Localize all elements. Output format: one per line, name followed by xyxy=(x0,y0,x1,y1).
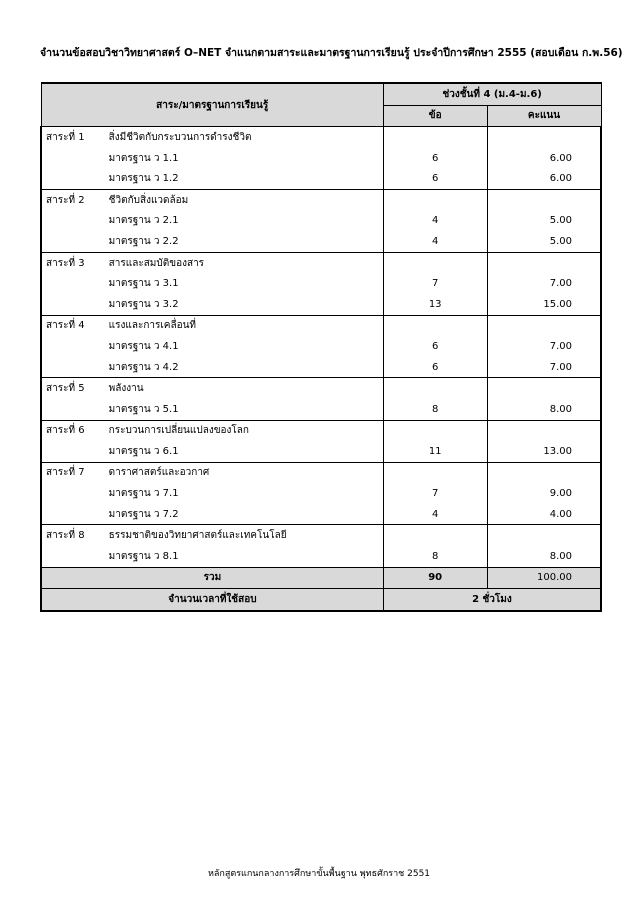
group-label: สาระที่ 8 xyxy=(41,525,105,546)
standard-indent xyxy=(41,357,105,378)
group-row xyxy=(41,525,601,546)
standard-row xyxy=(41,399,601,420)
standard-name: มาตรฐาน ว 3.2 xyxy=(108,298,179,310)
group-label: สาระที่ 4 xyxy=(41,315,105,336)
time-label: จำนวนเวลาที่ใช้สอบ xyxy=(41,589,383,611)
group-label: สาระที่ 5 xyxy=(41,378,105,399)
group-name: พลังงาน xyxy=(105,378,384,399)
standard-score: 6.00 xyxy=(487,148,601,169)
standard-indent xyxy=(41,294,105,315)
standard-items: 4 xyxy=(383,504,487,525)
group-items-empty xyxy=(383,462,487,483)
group-row xyxy=(41,252,601,273)
standard-name: มาตรฐาน ว 2.2 xyxy=(108,235,179,247)
standard-items: 8 xyxy=(383,399,487,420)
standard-score: 5.00 xyxy=(487,231,601,252)
group-score-empty xyxy=(487,462,601,483)
standard-indent xyxy=(41,148,105,169)
group-name: แรงและการเคลื่อนที่ xyxy=(105,315,384,336)
standard-items: 8 xyxy=(383,546,487,567)
standard-indent xyxy=(41,211,105,232)
group-score-empty xyxy=(487,378,601,399)
group-row xyxy=(41,378,601,399)
standard-indent xyxy=(41,168,105,189)
standard-row xyxy=(41,357,601,378)
standard-score: 7.00 xyxy=(487,273,601,294)
group-row xyxy=(41,127,601,148)
group-name: ดาราศาสตร์และอวกาศ xyxy=(105,462,384,483)
group-name: สารและสมบัติของสาร xyxy=(105,252,384,273)
standard-score: 9.00 xyxy=(487,483,601,504)
standard-score: 4.00 xyxy=(487,504,601,525)
header-main: สาระ/มาตรฐานการเรียนรู้ xyxy=(41,83,383,127)
standard-score: 5.00 xyxy=(487,211,601,232)
standard-items: 4 xyxy=(383,211,487,232)
standard-name: มาตรฐาน ว 1.1 xyxy=(108,152,179,164)
standard-score: 8.00 xyxy=(487,546,601,567)
standard-items: 6 xyxy=(383,148,487,169)
group-row xyxy=(41,420,601,441)
group-label: สาระที่ 2 xyxy=(41,189,105,210)
total-score: 100.00 xyxy=(487,567,601,589)
standard-name: มาตรฐาน ว 3.1 xyxy=(108,278,179,290)
standard-indent xyxy=(41,546,105,567)
group-items-empty xyxy=(383,420,487,441)
group-row xyxy=(41,189,601,210)
standard-indent xyxy=(41,504,105,525)
standard-row xyxy=(41,441,601,462)
group-score-empty xyxy=(487,189,601,210)
standard-score: 7.00 xyxy=(487,357,601,378)
header-level: ช่วงชั้นที่ 4 (ม.4-ม.6) xyxy=(383,83,601,105)
standard-items: 6 xyxy=(383,357,487,378)
standard-indent xyxy=(41,483,105,504)
standard-row xyxy=(41,336,601,357)
group-score-empty xyxy=(487,420,601,441)
standard-row xyxy=(41,168,601,189)
group-score-empty xyxy=(487,525,601,546)
standard-row xyxy=(41,211,601,232)
header-items: ข้อ xyxy=(383,105,487,127)
standard-score: 6.00 xyxy=(487,168,601,189)
standard-row xyxy=(41,148,601,169)
standard-name: มาตรฐาน ว 5.1 xyxy=(108,403,179,415)
standard-name: มาตรฐาน ว 2.1 xyxy=(108,215,179,227)
standard-indent xyxy=(41,273,105,294)
standard-indent xyxy=(41,336,105,357)
standard-indent xyxy=(41,399,105,420)
document-title: จำนวนข้อสอบวิชาวิทยาศาสตร์ O–NET จำแนกตามสาระและมาตรฐานการเรียนรู้ ประจำปีการศึกษา 2555 (สอบเดือน ก.พ.56) xyxy=(40,47,623,59)
standard-name: มาตรฐาน ว 7.2 xyxy=(108,508,179,520)
standard-items: 7 xyxy=(383,483,487,504)
group-row xyxy=(41,462,601,483)
group-label: สาระที่ 3 xyxy=(41,252,105,273)
group-name: ชีวิตกับสิ่งแวดล้อม xyxy=(105,189,384,210)
total-label: รวม xyxy=(41,567,383,589)
group-score-empty xyxy=(487,315,601,336)
standard-items: 7 xyxy=(383,273,487,294)
standard-name: มาตรฐาน ว 7.1 xyxy=(108,488,179,500)
standard-items: 6 xyxy=(383,336,487,357)
group-items-empty xyxy=(383,315,487,336)
group-label: สาระที่ 1 xyxy=(41,127,105,148)
group-name: ธรรมชาติของวิทยาศาสตร์และเทคโนโลยี xyxy=(105,525,384,546)
standard-score: 8.00 xyxy=(487,399,601,420)
group-score-empty xyxy=(487,127,601,148)
footer-text: หลักสูตรแกนกลางการศึกษาขั้นพื้นฐาน พุทธศักราช 2551 xyxy=(207,869,431,879)
standard-score: 7.00 xyxy=(487,336,601,357)
standard-name: มาตรฐาน ว 4.1 xyxy=(108,340,179,352)
standard-row xyxy=(41,546,601,567)
standard-name: มาตรฐาน ว 4.2 xyxy=(108,361,179,373)
group-items-empty xyxy=(383,189,487,210)
standard-indent xyxy=(41,441,105,462)
time-value: 2 ชั่วโมง xyxy=(383,589,601,611)
standard-items: 11 xyxy=(383,441,487,462)
group-items-empty xyxy=(383,525,487,546)
standard-row xyxy=(41,231,601,252)
standard-row xyxy=(41,294,601,315)
group-row xyxy=(41,315,601,336)
exam-table xyxy=(40,82,602,612)
group-label: สาระที่ 6 xyxy=(41,420,105,441)
standard-items: 6 xyxy=(383,168,487,189)
standard-score: 15.00 xyxy=(487,294,601,315)
standard-name: มาตรฐาน ว 1.2 xyxy=(108,173,179,185)
group-items-empty xyxy=(383,378,487,399)
group-items-empty xyxy=(383,252,487,273)
standard-row xyxy=(41,504,601,525)
standard-score: 13.00 xyxy=(487,441,601,462)
group-items-empty xyxy=(383,127,487,148)
group-label: สาระที่ 7 xyxy=(41,462,105,483)
standard-name: มาตรฐาน ว 6.1 xyxy=(108,445,179,457)
total-items: 90 xyxy=(383,567,487,589)
standard-name: มาตรฐาน ว 8.1 xyxy=(108,550,179,562)
group-name: สิ่งมีชีวิตกับกระบวนการดำรงชีวิต xyxy=(105,127,384,148)
standard-items: 4 xyxy=(383,231,487,252)
group-score-empty xyxy=(487,252,601,273)
standard-row xyxy=(41,273,601,294)
standard-row xyxy=(41,483,601,504)
group-name: กระบวนการเปลี่ยนแปลงของโลก xyxy=(105,420,384,441)
header-score: คะแนน xyxy=(487,105,601,127)
standard-items: 13 xyxy=(383,294,487,315)
standard-indent xyxy=(41,231,105,252)
